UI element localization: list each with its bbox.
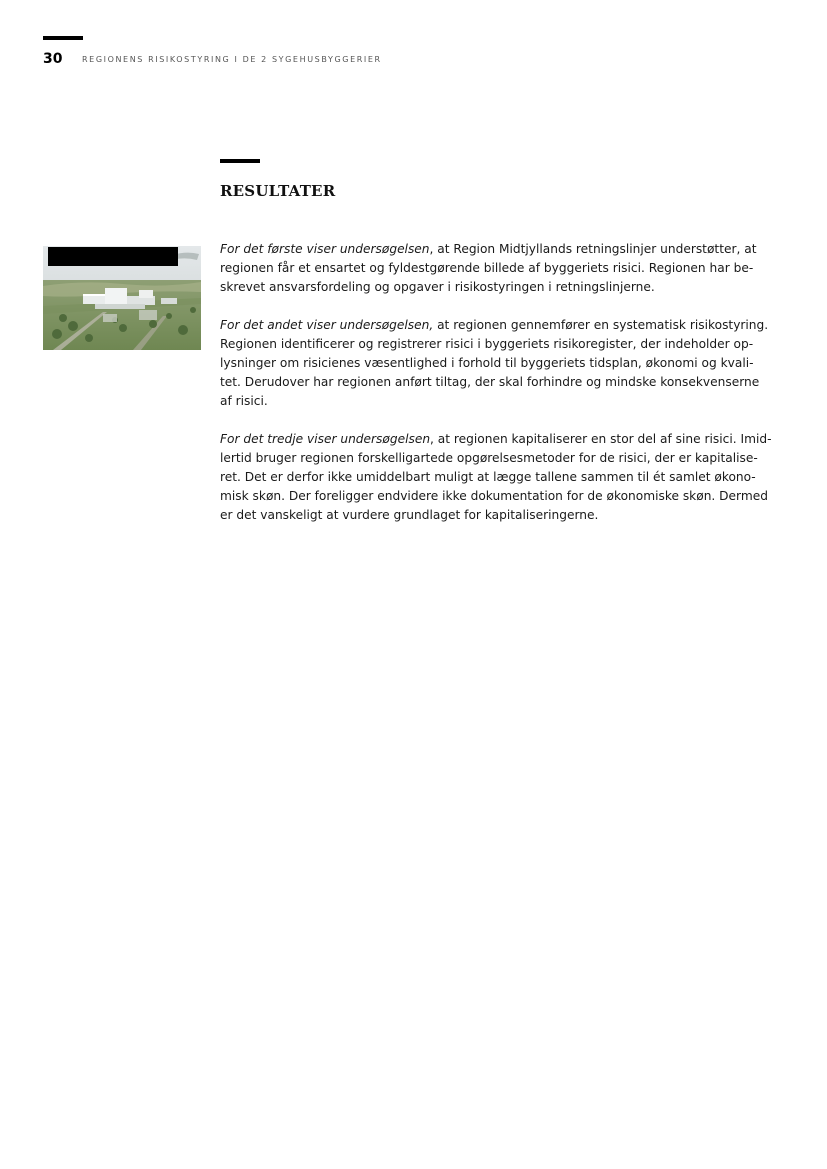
results-body xyxy=(220,240,772,544)
line-text: at regionen gennemfører en systematisk risikostyring. xyxy=(433,318,769,332)
section-rule xyxy=(220,159,260,163)
text-line: er det vanskeligt at vurdere grundlaget for kapitaliseringerne. xyxy=(220,508,599,522)
text-line xyxy=(220,240,757,259)
line-text: , at Region Midtjyllands retningslinjer understøtter, at xyxy=(429,242,757,256)
text-line: lysninger om risicienes væsentlighed i forhold til byggeriets tidsplan, økonomi og kvali- xyxy=(220,356,754,370)
text-line: lertid bruger regionen forskelligartede opgørelsesmetoder for de risici, der er kapitalise- xyxy=(220,451,758,465)
text-line xyxy=(220,316,769,335)
section-title: RESULTATER xyxy=(220,182,336,200)
paragraph-lead: For det tredje viser undersøgelsen xyxy=(220,432,431,446)
text-line xyxy=(220,430,772,449)
page-number: 30 xyxy=(43,51,63,67)
running-header: REGIONENS RISIKOSTYRING I DE 2 SYGEHUSBYGGERIER xyxy=(82,55,382,64)
paragraph-third xyxy=(220,430,772,525)
redaction-bar xyxy=(48,247,178,266)
paragraph-second xyxy=(220,316,769,411)
paragraph-first xyxy=(220,240,757,297)
paragraph-lead: For det første viser undersøgelsen xyxy=(220,242,430,256)
text-line: ret. Det er derfor ikke umiddelbart muligt at lægge tallene sammen til ét samlet økono- xyxy=(220,470,756,484)
text-line: regionen får et ensartet og fyldestgørende billede af byggeriets risici. Regionen har be- xyxy=(220,261,754,275)
paragraph-lead: For det andet viser undersøgelsen, xyxy=(220,318,434,332)
header-rule xyxy=(43,36,83,40)
text-line: tet. Derudover har regionen anført tiltag, der skal forhindre og mindske konsekvenserne xyxy=(220,375,760,389)
text-line: af risici. xyxy=(220,394,268,408)
line-text: , at regionen kapitaliserer en stor del af sine risici. Imid- xyxy=(430,432,772,446)
text-line: misk skøn. Der foreligger endvidere ikke dokumentation for de økonomiske skøn. Dermed xyxy=(220,489,768,503)
text-line: skrevet ansvarsfordeling og opgaver i risikostyringen i retningslinjerne. xyxy=(220,280,655,294)
text-line: Regionen identificerer og registrerer risici i byggeriets risikoregister, der indeholder op- xyxy=(220,337,754,351)
